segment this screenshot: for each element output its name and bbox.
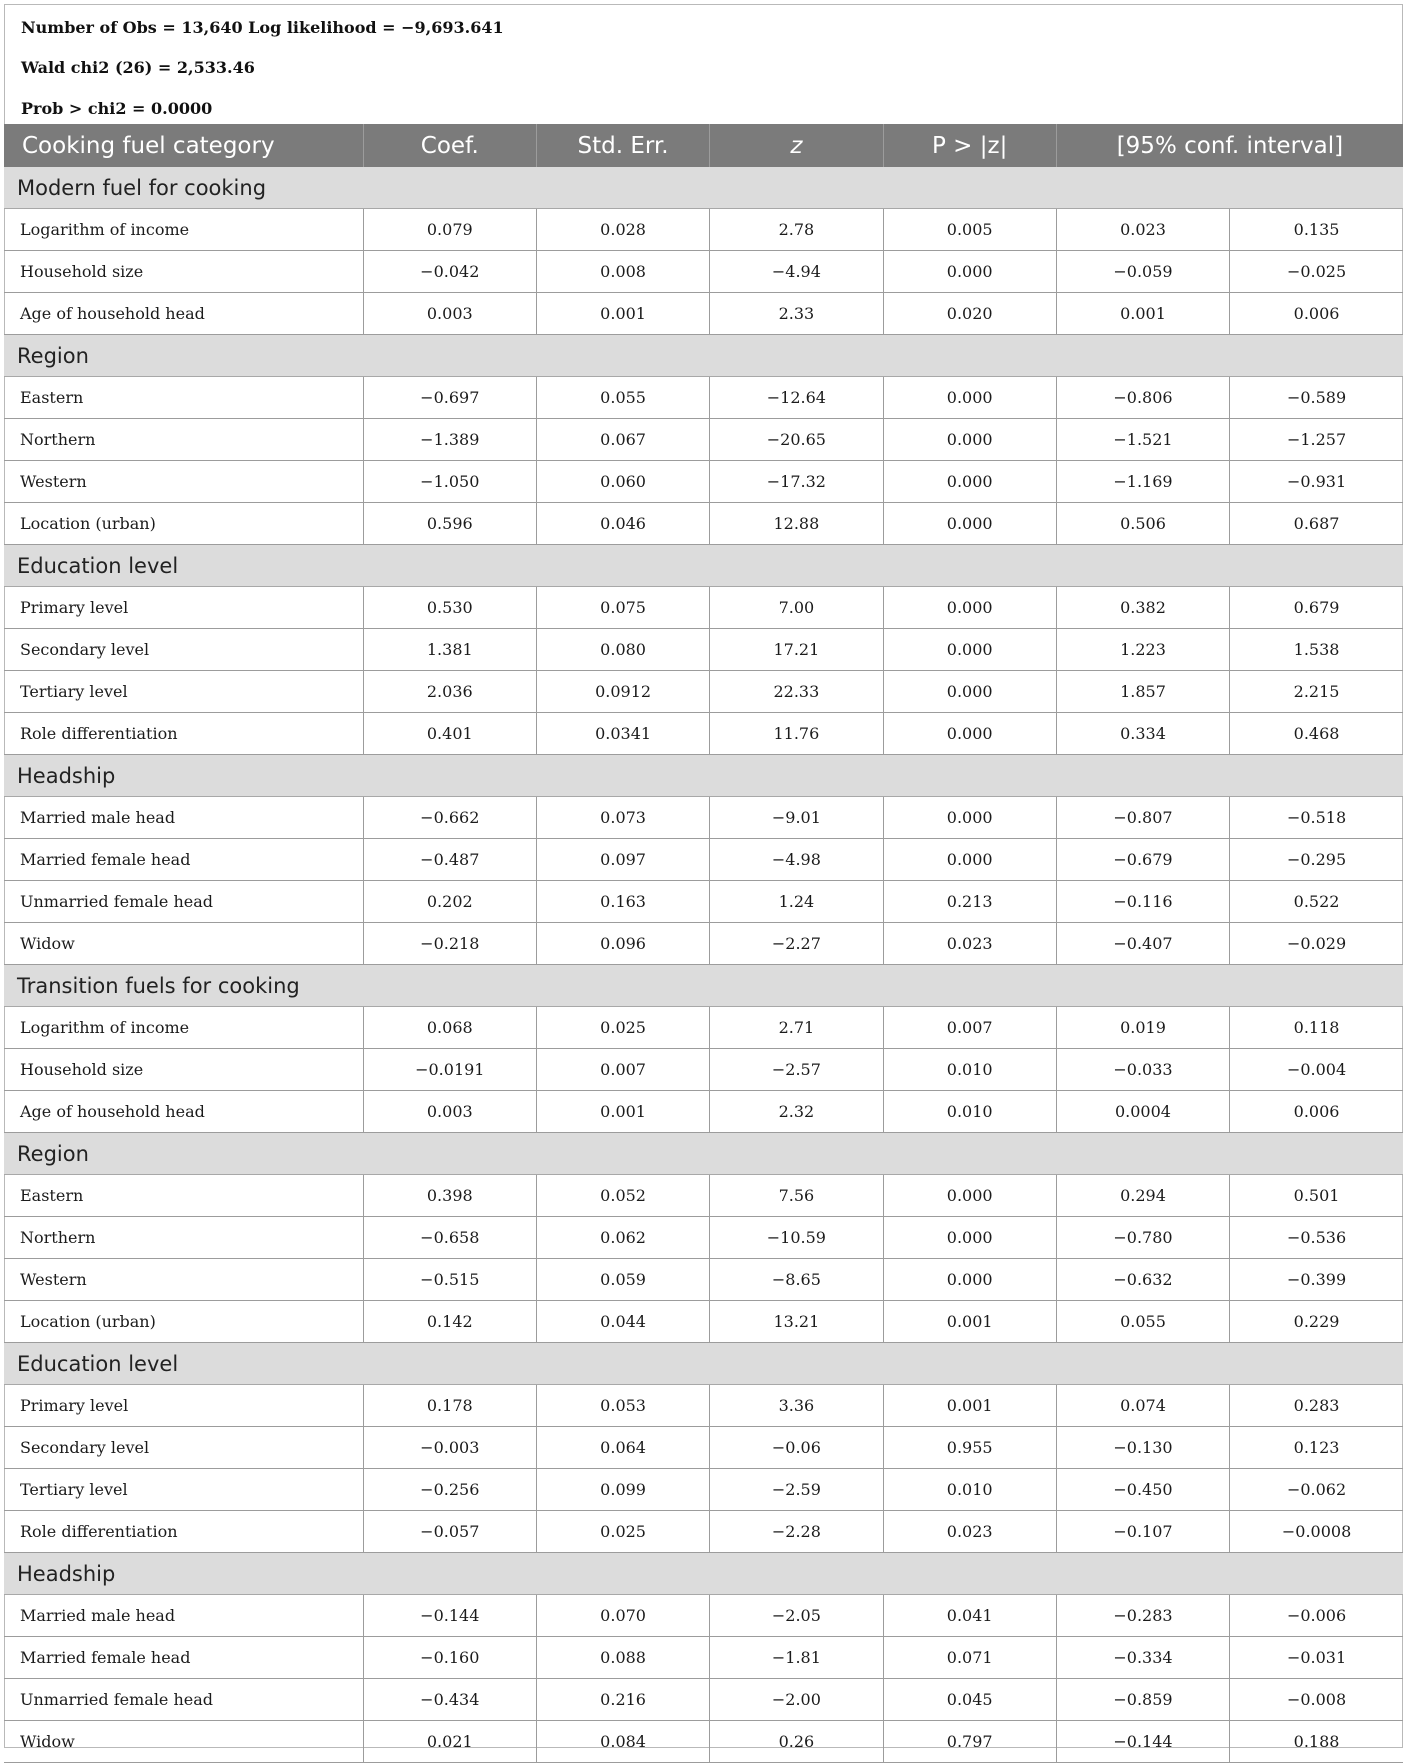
- z-cell: 2.33: [710, 293, 883, 335]
- ci-lower-cell: −0.450: [1056, 1469, 1229, 1511]
- row-label: Married male head: [4, 1595, 363, 1637]
- ci-lower-cell: 0.506: [1056, 503, 1229, 545]
- header-coef: Coef.: [363, 124, 536, 167]
- row-label: Western: [4, 1259, 363, 1301]
- z-cell: −1.81: [710, 1637, 883, 1679]
- std-err-cell: 0.073: [536, 797, 709, 839]
- z-cell: −10.59: [710, 1217, 883, 1259]
- ci-lower-cell: 0.055: [1056, 1301, 1229, 1343]
- row-label: Primary level: [4, 1385, 363, 1427]
- p-value-cell: 0.000: [883, 419, 1056, 461]
- table-row: [4, 293, 1403, 335]
- ci-lower-cell: −0.807: [1056, 797, 1229, 839]
- std-err-cell: 0.088: [536, 1637, 709, 1679]
- row-label: Logarithm of income: [4, 209, 363, 251]
- table-row: [4, 1721, 1403, 1763]
- section-title: Region: [4, 335, 1403, 377]
- coef-cell: −0.487: [363, 839, 536, 881]
- header-std-err: Std. Err.: [536, 124, 709, 167]
- std-err-cell: 0.096: [536, 923, 709, 965]
- table-row: [4, 1175, 1403, 1217]
- coef-cell: −0.434: [363, 1679, 536, 1721]
- ci-lower-cell: −0.859: [1056, 1679, 1229, 1721]
- row-label: Primary level: [4, 587, 363, 629]
- table-row: [4, 1259, 1403, 1301]
- coef-cell: −0.658: [363, 1217, 536, 1259]
- coef-cell: −0.697: [363, 377, 536, 419]
- p-value-cell: 0.005: [883, 209, 1056, 251]
- section-title: Transition fuels for cooking: [4, 965, 1403, 1007]
- coef-cell: 1.381: [363, 629, 536, 671]
- std-err-cell: 0.028: [536, 209, 709, 251]
- std-err-cell: 0.216: [536, 1679, 709, 1721]
- p-value-cell: 0.000: [883, 713, 1056, 755]
- p-value-cell: 0.007: [883, 1007, 1056, 1049]
- table-row: [4, 1511, 1403, 1553]
- header-z: z: [710, 124, 883, 167]
- coef-cell: −0.003: [363, 1427, 536, 1469]
- ci-upper-cell: 0.006: [1230, 1091, 1403, 1133]
- table-row: [4, 629, 1403, 671]
- section-title: Education level: [4, 545, 1403, 587]
- ci-lower-cell: −1.169: [1056, 461, 1229, 503]
- std-err-cell: 0.055: [536, 377, 709, 419]
- row-label: Married male head: [4, 797, 363, 839]
- ci-upper-cell: 2.215: [1230, 671, 1403, 713]
- table-row: [4, 503, 1403, 545]
- ci-lower-cell: 0.001: [1056, 293, 1229, 335]
- std-err-cell: 0.001: [536, 293, 709, 335]
- z-cell: 22.33: [710, 671, 883, 713]
- coef-cell: −0.144: [363, 1595, 536, 1637]
- section-header-row: [4, 1343, 1403, 1385]
- model-fit-stats-prob: Prob > chi2 = 0.0000: [21, 99, 213, 118]
- ci-upper-cell: 0.135: [1230, 209, 1403, 251]
- p-value-cell: 0.000: [883, 587, 1056, 629]
- std-err-cell: 0.070: [536, 1595, 709, 1637]
- std-err-cell: 0.060: [536, 461, 709, 503]
- p-value-cell: 0.071: [883, 1637, 1056, 1679]
- ci-lower-cell: −0.130: [1056, 1427, 1229, 1469]
- table-row: [4, 377, 1403, 419]
- z-cell: −4.98: [710, 839, 883, 881]
- row-label: Unmarried female head: [4, 881, 363, 923]
- ci-lower-cell: −0.806: [1056, 377, 1229, 419]
- coef-cell: 0.530: [363, 587, 536, 629]
- row-label: Role differentiation: [4, 713, 363, 755]
- section-header-row: [4, 755, 1403, 797]
- ci-upper-cell: −0.399: [1230, 1259, 1403, 1301]
- z-cell: −2.28: [710, 1511, 883, 1553]
- ci-lower-cell: 1.857: [1056, 671, 1229, 713]
- std-err-cell: 0.080: [536, 629, 709, 671]
- p-value-cell: 0.797: [883, 1721, 1056, 1763]
- p-value-cell: 0.001: [883, 1385, 1056, 1427]
- ci-lower-cell: 0.019: [1056, 1007, 1229, 1049]
- ci-upper-cell: −0.031: [1230, 1637, 1403, 1679]
- coef-cell: −0.218: [363, 923, 536, 965]
- p-value-cell: 0.213: [883, 881, 1056, 923]
- row-label: Role differentiation: [4, 1511, 363, 1553]
- std-err-cell: 0.052: [536, 1175, 709, 1217]
- coef-cell: −0.256: [363, 1469, 536, 1511]
- model-fit-stats-obs-loglik: Number of Obs = 13,640 Log likelihood = −9,693.641: [21, 18, 504, 37]
- z-cell: −2.05: [710, 1595, 883, 1637]
- table-row: [4, 1427, 1403, 1469]
- z-cell: −2.00: [710, 1679, 883, 1721]
- ci-lower-cell: 0.074: [1056, 1385, 1229, 1427]
- p-value-cell: 0.010: [883, 1091, 1056, 1133]
- table-row: [4, 1049, 1403, 1091]
- std-err-cell: 0.0912: [536, 671, 709, 713]
- ci-upper-cell: 0.468: [1230, 713, 1403, 755]
- row-label: Widow: [4, 1721, 363, 1763]
- section-title: Headship: [4, 755, 1403, 797]
- ci-upper-cell: 0.501: [1230, 1175, 1403, 1217]
- coef-cell: 2.036: [363, 671, 536, 713]
- z-cell: 12.88: [710, 503, 883, 545]
- z-cell: 1.24: [710, 881, 883, 923]
- p-value-cell: 0.020: [883, 293, 1056, 335]
- ci-lower-cell: 1.223: [1056, 629, 1229, 671]
- z-cell: −17.32: [710, 461, 883, 503]
- section-title: Modern fuel for cooking: [4, 167, 1403, 209]
- section-title: Education level: [4, 1343, 1403, 1385]
- z-cell: −12.64: [710, 377, 883, 419]
- ci-lower-cell: −0.116: [1056, 881, 1229, 923]
- std-err-cell: 0.044: [536, 1301, 709, 1343]
- coef-cell: −0.662: [363, 797, 536, 839]
- p-value-cell: 0.000: [883, 461, 1056, 503]
- row-label: Northern: [4, 419, 363, 461]
- p-value-cell: 0.000: [883, 1217, 1056, 1259]
- p-value-cell: 0.001: [883, 1301, 1056, 1343]
- row-label: Age of household head: [4, 293, 363, 335]
- std-err-cell: 0.008: [536, 251, 709, 293]
- ci-lower-cell: −0.679: [1056, 839, 1229, 881]
- section-header-row: [4, 167, 1403, 209]
- row-label: Widow: [4, 923, 363, 965]
- p-value-cell: 0.955: [883, 1427, 1056, 1469]
- coef-cell: 0.003: [363, 1091, 536, 1133]
- p-value-cell: 0.041: [883, 1595, 1056, 1637]
- row-label: Household size: [4, 251, 363, 293]
- std-err-cell: 0.099: [536, 1469, 709, 1511]
- section-title: Headship: [4, 1553, 1403, 1595]
- coef-cell: 0.178: [363, 1385, 536, 1427]
- ci-lower-cell: −0.334: [1056, 1637, 1229, 1679]
- row-label: Unmarried female head: [4, 1679, 363, 1721]
- table-row: [4, 1469, 1403, 1511]
- row-label: Tertiary level: [4, 1469, 363, 1511]
- z-cell: 7.00: [710, 587, 883, 629]
- z-cell: 13.21: [710, 1301, 883, 1343]
- coef-cell: 0.398: [363, 1175, 536, 1217]
- row-label: Secondary level: [4, 1427, 363, 1469]
- coef-cell: −0.160: [363, 1637, 536, 1679]
- z-cell: −2.27: [710, 923, 883, 965]
- header-conf-interval: [95% conf. interval]: [1056, 124, 1403, 167]
- ci-lower-cell: −0.780: [1056, 1217, 1229, 1259]
- coef-cell: −0.0191: [363, 1049, 536, 1091]
- ci-upper-cell: −0.536: [1230, 1217, 1403, 1259]
- table-row: [4, 251, 1403, 293]
- header-category: Cooking fuel category: [4, 124, 363, 167]
- ci-upper-cell: −0.025: [1230, 251, 1403, 293]
- row-label: Logarithm of income: [4, 1007, 363, 1049]
- table-row: [4, 587, 1403, 629]
- ci-lower-cell: −0.033: [1056, 1049, 1229, 1091]
- z-cell: −4.94: [710, 251, 883, 293]
- z-cell: −20.65: [710, 419, 883, 461]
- table-row: [4, 419, 1403, 461]
- ci-upper-cell: 0.188: [1230, 1721, 1403, 1763]
- p-value-cell: 0.000: [883, 839, 1056, 881]
- row-label: Tertiary level: [4, 671, 363, 713]
- coef-cell: 0.021: [363, 1721, 536, 1763]
- row-label: Location (urban): [4, 503, 363, 545]
- coef-cell: 0.596: [363, 503, 536, 545]
- row-label: Married female head: [4, 1637, 363, 1679]
- ci-lower-cell: −0.107: [1056, 1511, 1229, 1553]
- ci-lower-cell: −0.283: [1056, 1595, 1229, 1637]
- ci-lower-cell: 0.334: [1056, 713, 1229, 755]
- p-value-cell: 0.000: [883, 1175, 1056, 1217]
- ci-upper-cell: −0.295: [1230, 839, 1403, 881]
- ci-lower-cell: 0.382: [1056, 587, 1229, 629]
- p-value-cell: 0.000: [883, 377, 1056, 419]
- table-row: [4, 713, 1403, 755]
- ci-upper-cell: −0.004: [1230, 1049, 1403, 1091]
- coef-cell: −0.042: [363, 251, 536, 293]
- z-cell: 3.36: [710, 1385, 883, 1427]
- z-cell: 11.76: [710, 713, 883, 755]
- table-body: [4, 167, 1403, 1763]
- ci-lower-cell: −0.144: [1056, 1721, 1229, 1763]
- ci-lower-cell: −1.521: [1056, 419, 1229, 461]
- std-err-cell: 0.067: [536, 419, 709, 461]
- ci-upper-cell: 0.522: [1230, 881, 1403, 923]
- ci-lower-cell: −0.059: [1056, 251, 1229, 293]
- table-row: [4, 1385, 1403, 1427]
- table-row: [4, 1679, 1403, 1721]
- p-value-cell: 0.045: [883, 1679, 1056, 1721]
- ci-lower-cell: −0.407: [1056, 923, 1229, 965]
- table-row: [4, 461, 1403, 503]
- row-label: Northern: [4, 1217, 363, 1259]
- row-label: Western: [4, 461, 363, 503]
- coef-cell: −0.515: [363, 1259, 536, 1301]
- table-row: [4, 797, 1403, 839]
- table-header: [4, 124, 1403, 167]
- ci-upper-cell: 0.123: [1230, 1427, 1403, 1469]
- p-value-cell: 0.010: [883, 1469, 1056, 1511]
- p-value-cell: 0.000: [883, 797, 1056, 839]
- row-label: Age of household head: [4, 1091, 363, 1133]
- ci-lower-cell: −0.632: [1056, 1259, 1229, 1301]
- ci-lower-cell: 0.0004: [1056, 1091, 1229, 1133]
- coef-cell: 0.401: [363, 713, 536, 755]
- ci-upper-cell: −0.008: [1230, 1679, 1403, 1721]
- table-row: [4, 923, 1403, 965]
- p-value-cell: 0.000: [883, 629, 1056, 671]
- ci-upper-cell: −0.029: [1230, 923, 1403, 965]
- ci-upper-cell: −0.518: [1230, 797, 1403, 839]
- section-header-row: [4, 545, 1403, 587]
- std-err-cell: 0.059: [536, 1259, 709, 1301]
- table-row: [4, 839, 1403, 881]
- table-row: [4, 1217, 1403, 1259]
- table-row: [4, 1007, 1403, 1049]
- ci-lower-cell: 0.294: [1056, 1175, 1229, 1217]
- table-row: [4, 1595, 1403, 1637]
- regression-table: [4, 124, 1403, 1763]
- z-cell: 2.71: [710, 1007, 883, 1049]
- p-value-cell: 0.000: [883, 1259, 1056, 1301]
- std-err-cell: 0.163: [536, 881, 709, 923]
- z-cell: 17.21: [710, 629, 883, 671]
- ci-upper-cell: −0.062: [1230, 1469, 1403, 1511]
- model-fit-stats-wald: Wald chi2 (26) = 2,533.46: [21, 58, 255, 77]
- std-err-cell: 0.0341: [536, 713, 709, 755]
- table-row: [4, 671, 1403, 713]
- std-err-cell: 0.025: [536, 1007, 709, 1049]
- table-row: [4, 881, 1403, 923]
- std-err-cell: 0.064: [536, 1427, 709, 1469]
- ci-upper-cell: 0.118: [1230, 1007, 1403, 1049]
- z-cell: −0.06: [710, 1427, 883, 1469]
- section-header-row: [4, 1133, 1403, 1175]
- section-header-row: [4, 335, 1403, 377]
- z-cell: 7.56: [710, 1175, 883, 1217]
- coef-cell: −1.050: [363, 461, 536, 503]
- ci-upper-cell: −0.931: [1230, 461, 1403, 503]
- table-row: [4, 209, 1403, 251]
- row-label: Married female head: [4, 839, 363, 881]
- std-err-cell: 0.025: [536, 1511, 709, 1553]
- z-cell: 2.32: [710, 1091, 883, 1133]
- section-title: Region: [4, 1133, 1403, 1175]
- coef-cell: 0.003: [363, 293, 536, 335]
- z-cell: −8.65: [710, 1259, 883, 1301]
- p-value-cell: 0.023: [883, 923, 1056, 965]
- ci-upper-cell: 1.538: [1230, 629, 1403, 671]
- section-header-row: [4, 965, 1403, 1007]
- ci-upper-cell: 0.229: [1230, 1301, 1403, 1343]
- row-label: Location (urban): [4, 1301, 363, 1343]
- coef-cell: 0.142: [363, 1301, 536, 1343]
- row-label: Household size: [4, 1049, 363, 1091]
- std-err-cell: 0.046: [536, 503, 709, 545]
- section-header-row: [4, 1553, 1403, 1595]
- ci-upper-cell: −0.589: [1230, 377, 1403, 419]
- p-value-cell: 0.010: [883, 1049, 1056, 1091]
- ci-lower-cell: 0.023: [1056, 209, 1229, 251]
- z-cell: −2.57: [710, 1049, 883, 1091]
- row-label: Secondary level: [4, 629, 363, 671]
- p-value-cell: 0.023: [883, 1511, 1056, 1553]
- ci-upper-cell: 0.006: [1230, 293, 1403, 335]
- p-value-cell: 0.000: [883, 251, 1056, 293]
- std-err-cell: 0.053: [536, 1385, 709, 1427]
- header-p-value: P > |z|: [883, 124, 1056, 167]
- z-cell: −9.01: [710, 797, 883, 839]
- table-row: [4, 1637, 1403, 1679]
- coef-cell: −0.057: [363, 1511, 536, 1553]
- ci-upper-cell: 0.679: [1230, 587, 1403, 629]
- p-value-cell: 0.000: [883, 503, 1056, 545]
- coef-cell: 0.079: [363, 209, 536, 251]
- std-err-cell: 0.084: [536, 1721, 709, 1763]
- p-value-cell: 0.000: [883, 671, 1056, 713]
- std-err-cell: 0.062: [536, 1217, 709, 1259]
- ci-upper-cell: −0.006: [1230, 1595, 1403, 1637]
- z-cell: 0.26: [710, 1721, 883, 1763]
- ci-upper-cell: 0.283: [1230, 1385, 1403, 1427]
- std-err-cell: 0.001: [536, 1091, 709, 1133]
- coef-cell: 0.202: [363, 881, 536, 923]
- ci-upper-cell: −1.257: [1230, 419, 1403, 461]
- std-err-cell: 0.075: [536, 587, 709, 629]
- coef-cell: 0.068: [363, 1007, 536, 1049]
- std-err-cell: 0.097: [536, 839, 709, 881]
- coef-cell: −1.389: [363, 419, 536, 461]
- ci-upper-cell: −0.0008: [1230, 1511, 1403, 1553]
- table-row: [4, 1091, 1403, 1133]
- row-label: Eastern: [4, 377, 363, 419]
- z-cell: 2.78: [710, 209, 883, 251]
- row-label: Eastern: [4, 1175, 363, 1217]
- z-cell: −2.59: [710, 1469, 883, 1511]
- ci-upper-cell: 0.687: [1230, 503, 1403, 545]
- std-err-cell: 0.007: [536, 1049, 709, 1091]
- table-row: [4, 1301, 1403, 1343]
